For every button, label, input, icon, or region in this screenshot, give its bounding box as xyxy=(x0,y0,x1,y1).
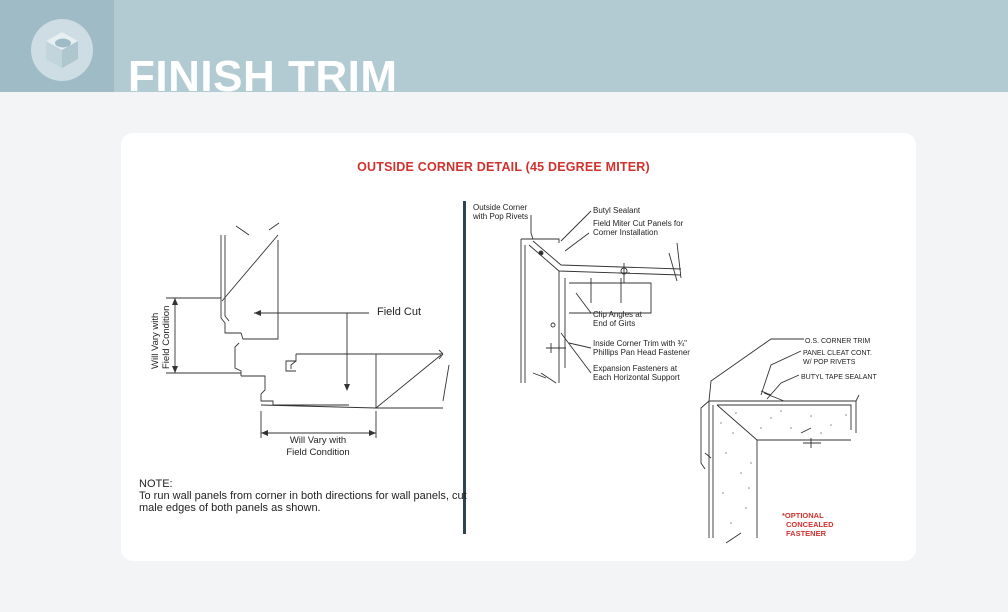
callout-panel-cleat-2: W/ POP RIVETS xyxy=(803,359,856,366)
logo-tile xyxy=(0,0,114,92)
os-corner-section xyxy=(701,391,859,543)
leader-os-trim xyxy=(709,339,804,401)
leader-sealant xyxy=(561,211,591,251)
detail-title: OUTSIDE CORNER DETAIL (45 DEGREE MITER) xyxy=(357,160,650,174)
label-inside-corner-2: Phillips Pan Head Fastener xyxy=(593,348,690,357)
label-butyl-sealant: Butyl Sealant xyxy=(593,206,641,215)
label-field-miter-1: Field Miter Cut Panels for xyxy=(593,219,684,228)
label-inside-corner-1: Inside Corner Trim with ¾" xyxy=(593,339,687,348)
callout-optional-3: FASTENER xyxy=(786,529,827,538)
note-block xyxy=(139,478,469,514)
leader-outside-corner xyxy=(531,215,533,239)
callout-panel-cleat-1: PANEL CLEAT CONT. xyxy=(803,350,872,357)
label-field-cut: Field Cut xyxy=(377,306,422,318)
insulation-stipple xyxy=(720,410,847,524)
callout-optional-2: CONCEALED xyxy=(786,520,834,529)
label-horizontal-dim-1: Will Vary with xyxy=(289,435,347,446)
label-outside-corner-2: with Pop Rivets xyxy=(473,212,529,221)
label-clip-angles-1: Clip Angles at xyxy=(593,310,642,319)
label-outside-corner-1: Outside Corner xyxy=(473,203,528,212)
page-title: FINISH TRIM xyxy=(128,52,398,92)
horizontal-dimension xyxy=(261,411,376,438)
hex-nut-icon xyxy=(30,18,94,82)
leader-butyl-tape xyxy=(767,375,799,399)
vertical-dimension xyxy=(166,298,241,373)
note-body: To run wall panels from corner in both directions for wall panels, cut male edges of both panels as shown. xyxy=(139,490,467,514)
header-band xyxy=(0,0,1008,92)
callout-optional-1: *OPTIONAL xyxy=(782,511,824,520)
field-cut-leader xyxy=(254,313,369,388)
label-expansion-1: Expansion Fasteners at xyxy=(593,364,678,373)
label-vertical-dim-2: Field Condition xyxy=(161,305,172,369)
leader-clip xyxy=(561,293,591,373)
label-horizontal-dim-2: Field Condition xyxy=(286,447,350,458)
callout-os-corner-trim: O.S. CORNER TRIM xyxy=(805,338,871,345)
label-expansion-2: Each Horizontal Support xyxy=(593,373,680,382)
callout-butyl-tape: BUTYL TAPE SEALANT xyxy=(801,374,877,381)
note-heading: NOTE: xyxy=(139,478,173,490)
label-vertical-dim-1: Will Vary with xyxy=(150,312,161,369)
label-clip-angles-2: End of Girts xyxy=(593,319,636,328)
detail-card xyxy=(121,133,916,561)
label-field-miter-2: Corner Installation xyxy=(593,228,658,237)
leader-cleat xyxy=(761,351,801,395)
